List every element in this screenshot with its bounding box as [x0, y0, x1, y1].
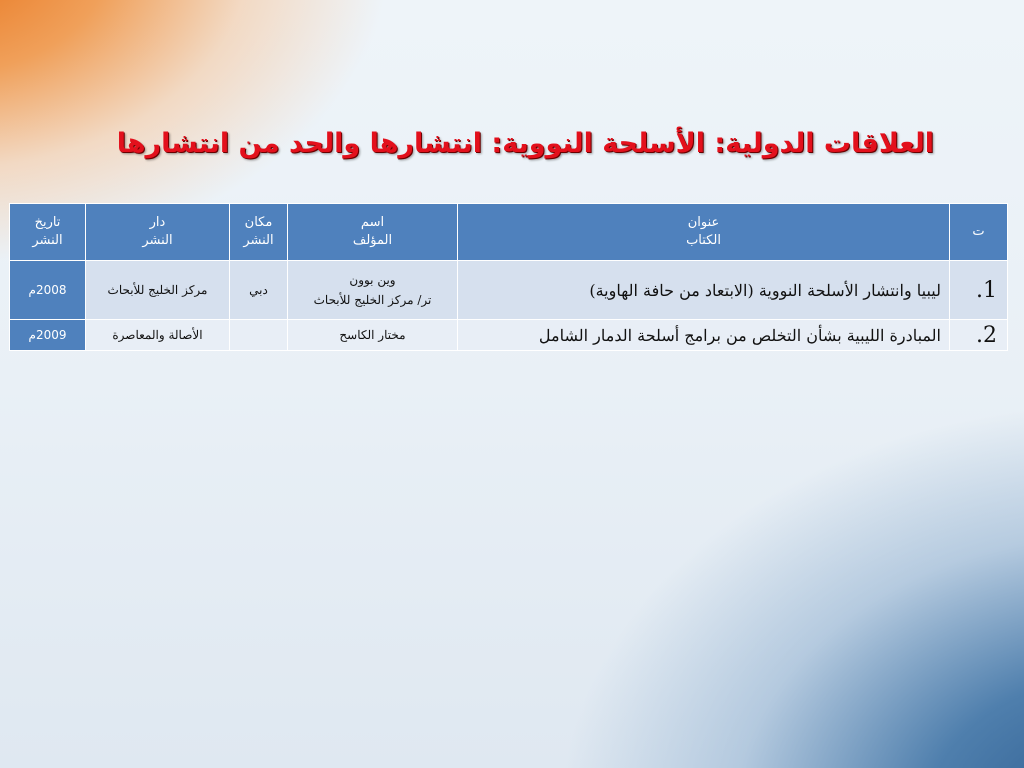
table-row	[10, 320, 1008, 351]
publish-place	[230, 320, 288, 351]
author: مختار الكاسح	[288, 320, 458, 351]
publisher: الأصالة والمعاصرة	[86, 320, 230, 351]
publish-place: دبي	[230, 261, 288, 320]
table-header-row	[10, 204, 1008, 261]
header-book-title: عنوان الكتاب	[458, 204, 950, 261]
header-author: اسم المؤلف	[288, 204, 458, 261]
publish-date: 2008م	[10, 261, 86, 320]
header-date: تاريخ النشر	[10, 204, 86, 261]
slide-title: العلاقات الدولية: الأسلحة النووية: انتشارها والحد من انتشارها	[116, 128, 934, 159]
book-title: ليبيا وانتشار الأسلحة النووية (الابتعاد من حافة الهاوية)	[458, 261, 950, 320]
book-title: المبادرة الليبية بشأن التخلص من برامج أسلحة الدمار الشامل	[458, 320, 950, 351]
publish-date: 2009م	[10, 320, 86, 351]
row-number: 2.	[950, 320, 1008, 351]
row-number: 1.	[950, 261, 1008, 320]
table-row	[10, 261, 1008, 320]
author: وين بوون تر/ مركز الخليج للأبحاث	[288, 261, 458, 320]
books-table	[9, 203, 1007, 351]
header-publisher: دار النشر	[86, 204, 230, 261]
header-num: ت	[950, 204, 1008, 261]
publisher: مركز الخليج للأبحاث	[86, 261, 230, 320]
header-place: مكان النشر	[230, 204, 288, 261]
